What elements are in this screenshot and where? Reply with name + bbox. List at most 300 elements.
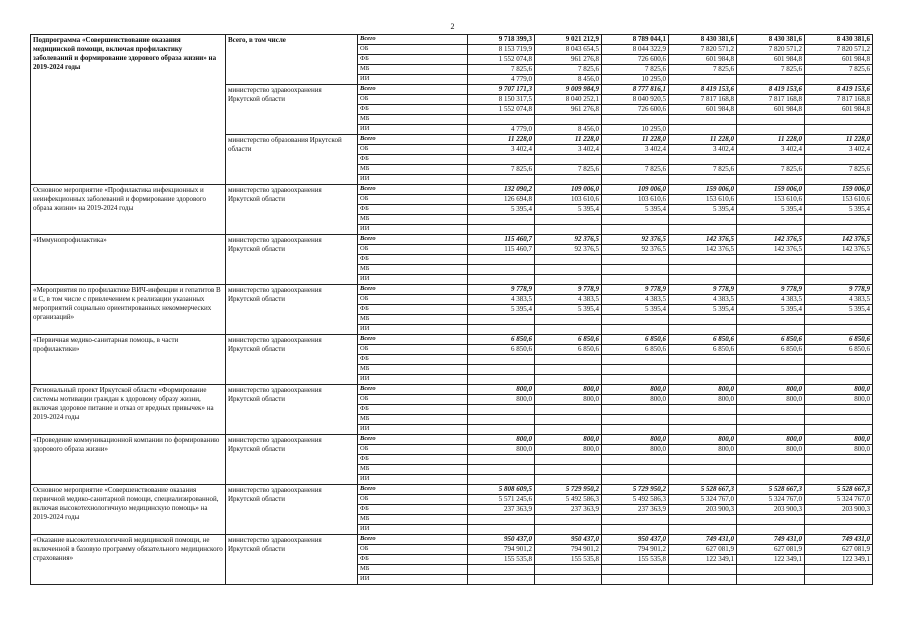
amount-cell [602, 275, 669, 285]
amount-cell: 7 825,6 [805, 65, 873, 75]
amount-cell: 800,0 [737, 445, 805, 455]
executor-cell: министерство здравоохранения Иркутской области [226, 385, 358, 435]
amount-cell: 159 006,0 [737, 185, 805, 195]
amount-cell: 142 376,5 [805, 235, 873, 245]
amount-cell [602, 475, 669, 485]
amount-cell [737, 415, 805, 425]
amount-cell: 601 984,8 [737, 105, 805, 115]
amount-cell: 8 419 153,6 [737, 85, 805, 95]
amount-cell: 800,0 [535, 385, 602, 395]
amount-cell [468, 525, 535, 535]
amount-cell [602, 115, 669, 125]
amount-cell [468, 415, 535, 425]
funding-source-cell: ОБ [358, 245, 468, 255]
amount-cell: 800,0 [669, 435, 737, 445]
amount-cell [737, 75, 805, 85]
table-row [31, 335, 873, 345]
amount-cell [669, 265, 737, 275]
amount-cell: 4 383,5 [805, 295, 873, 305]
funding-source-cell: ИИ [358, 475, 468, 485]
amount-cell: 92 376,5 [602, 235, 669, 245]
executor-cell: министерство здравоохранения Иркутской области [226, 485, 358, 535]
amount-cell: 6 850,6 [669, 345, 737, 355]
amount-cell: 11 228,0 [669, 135, 737, 145]
amount-cell [468, 225, 535, 235]
funding-source-cell: Всего [358, 335, 468, 345]
amount-cell [535, 175, 602, 185]
amount-cell [737, 125, 805, 135]
amount-cell: 9 778,9 [737, 285, 805, 295]
amount-cell [535, 275, 602, 285]
amount-cell [535, 575, 602, 585]
amount-cell: 5 492 586,3 [602, 495, 669, 505]
amount-cell: 7 825,6 [737, 165, 805, 175]
amount-cell: 800,0 [602, 385, 669, 395]
amount-cell [602, 255, 669, 265]
program-name-cell: «Первичная медико-санитарная помощь, в части профилактики» [31, 335, 226, 385]
amount-cell: 4 383,5 [468, 295, 535, 305]
amount-cell [468, 375, 535, 385]
amount-cell: 11 228,0 [737, 135, 805, 145]
amount-cell [535, 565, 602, 575]
amount-cell: 800,0 [669, 395, 737, 405]
amount-cell [737, 255, 805, 265]
amount-cell: 800,0 [669, 445, 737, 455]
amount-cell: 9 021 212,9 [535, 35, 602, 45]
amount-cell: 92 376,5 [535, 245, 602, 255]
amount-cell: 5 528 667,3 [805, 485, 873, 495]
funding-source-cell: ФБ [358, 55, 468, 65]
amount-cell: 6 850,6 [669, 335, 737, 345]
amount-cell: 109 006,0 [602, 185, 669, 195]
amount-cell [468, 325, 535, 335]
amount-cell: 9 778,9 [602, 285, 669, 295]
amount-cell: 4 383,5 [602, 295, 669, 305]
funding-source-cell: Всего [358, 385, 468, 395]
amount-cell: 5 324 767,0 [737, 495, 805, 505]
amount-cell [669, 525, 737, 535]
amount-cell [737, 275, 805, 285]
amount-cell [669, 155, 737, 165]
amount-cell: 800,0 [535, 445, 602, 455]
amount-cell: 11 228,0 [602, 135, 669, 145]
amount-cell [602, 465, 669, 475]
funding-source-cell: Всего [358, 85, 468, 95]
amount-cell [535, 515, 602, 525]
funding-source-cell: ФБ [358, 555, 468, 565]
amount-cell [535, 315, 602, 325]
amount-cell [468, 515, 535, 525]
amount-cell [602, 175, 669, 185]
amount-cell: 109 006,0 [535, 185, 602, 195]
amount-cell: 1 552 074,8 [468, 55, 535, 65]
funding-source-cell: Всего [358, 135, 468, 145]
amount-cell [468, 265, 535, 275]
amount-cell: 601 984,8 [805, 55, 873, 65]
funding-source-cell: ИИ [358, 125, 468, 135]
amount-cell [535, 225, 602, 235]
amount-cell: 9 778,9 [805, 285, 873, 295]
amount-cell [602, 325, 669, 335]
amount-cell: 11 228,0 [535, 135, 602, 145]
amount-cell: 3 402,4 [669, 145, 737, 155]
table-row [31, 285, 873, 295]
amount-cell: 6 850,6 [535, 335, 602, 345]
amount-cell: 7 825,6 [468, 65, 535, 75]
amount-cell: 8 456,0 [535, 125, 602, 135]
amount-cell [805, 415, 873, 425]
amount-cell [602, 565, 669, 575]
amount-cell: 7 825,6 [468, 165, 535, 175]
amount-cell [805, 565, 873, 575]
amount-cell [805, 425, 873, 435]
funding-source-cell: МБ [358, 115, 468, 125]
amount-cell: 9 778,9 [535, 285, 602, 295]
amount-cell: 800,0 [468, 445, 535, 455]
amount-cell [535, 375, 602, 385]
amount-cell: 7 825,6 [602, 65, 669, 75]
amount-cell: 800,0 [805, 445, 873, 455]
amount-cell: 601 984,8 [737, 55, 805, 65]
amount-cell: 7 825,6 [535, 65, 602, 75]
amount-cell: 627 081,9 [669, 545, 737, 555]
funding-source-cell: МБ [358, 65, 468, 75]
amount-cell: 5 528 667,3 [737, 485, 805, 495]
amount-cell: 5 395,4 [669, 305, 737, 315]
funding-source-cell: ФБ [358, 155, 468, 165]
amount-cell: 9 009 984,9 [535, 85, 602, 95]
amount-cell: 794 901,2 [468, 545, 535, 555]
amount-cell: 8 040 920,5 [602, 95, 669, 105]
amount-cell [737, 475, 805, 485]
amount-cell: 800,0 [737, 385, 805, 395]
amount-cell [669, 515, 737, 525]
funding-source-cell: ИИ [358, 425, 468, 435]
amount-cell [805, 175, 873, 185]
amount-cell: 749 431,0 [669, 535, 737, 545]
amount-cell [468, 215, 535, 225]
amount-cell: 5 528 667,3 [669, 485, 737, 495]
amount-cell: 103 610,6 [535, 195, 602, 205]
amount-cell [535, 405, 602, 415]
amount-cell [602, 425, 669, 435]
amount-cell: 9 707 171,3 [468, 85, 535, 95]
amount-cell [468, 565, 535, 575]
amount-cell: 142 376,5 [669, 235, 737, 245]
amount-cell: 749 431,0 [805, 535, 873, 545]
funding-source-cell: ОБ [358, 345, 468, 355]
amount-cell: 961 276,8 [535, 55, 602, 65]
amount-cell: 7 820 571,2 [737, 45, 805, 55]
amount-cell: 159 006,0 [669, 185, 737, 195]
funding-source-cell: Всего [358, 435, 468, 445]
amount-cell [669, 425, 737, 435]
amount-cell [602, 215, 669, 225]
funding-source-cell: МБ [358, 515, 468, 525]
executor-cell: министерство здравоохранения Иркутской области [226, 235, 358, 285]
amount-cell [669, 215, 737, 225]
amount-cell: 800,0 [737, 395, 805, 405]
program-name-cell: «Мероприятия по профилактике ВИЧ-инфекции и гепатитов В и С, в том числе с привлечением к реализации указанных мероприятий социально ориентированных некоммерческих организаций» [31, 285, 226, 335]
executor-cell: министерство здравоохранения Иркутской области [226, 85, 358, 135]
table-row [31, 35, 873, 45]
funding-source-cell: МБ [358, 415, 468, 425]
amount-cell [737, 405, 805, 415]
funding-source-cell: МБ [358, 165, 468, 175]
amount-cell: 10 295,0 [602, 75, 669, 85]
amount-cell [669, 175, 737, 185]
amount-cell [468, 365, 535, 375]
funding-source-cell: ФБ [358, 405, 468, 415]
program-name-cell: Региональный проект Иркутской области «Формирование системы мотивации граждан к здоровому образу жизни, включая здоровое питание и отказ от вредных привычек» на 2019-2024 годы [31, 385, 226, 435]
amount-cell [805, 275, 873, 285]
amount-cell [535, 325, 602, 335]
amount-cell: 203 900,3 [669, 505, 737, 515]
amount-cell [535, 365, 602, 375]
amount-cell: 4 383,5 [737, 295, 805, 305]
amount-cell: 6 850,6 [737, 335, 805, 345]
amount-cell [737, 175, 805, 185]
amount-cell: 8 043 654,5 [535, 45, 602, 55]
amount-cell: 142 376,5 [737, 235, 805, 245]
amount-cell [669, 325, 737, 335]
amount-cell [468, 575, 535, 585]
amount-cell [737, 325, 805, 335]
amount-cell: 8 040 252,1 [535, 95, 602, 105]
amount-cell [602, 415, 669, 425]
amount-cell: 92 376,5 [602, 245, 669, 255]
funding-source-cell: ОБ [358, 45, 468, 55]
amount-cell: 153 610,6 [805, 195, 873, 205]
amount-cell: 5 395,4 [535, 305, 602, 315]
amount-cell [669, 125, 737, 135]
amount-cell [805, 575, 873, 585]
table-row [31, 385, 873, 395]
amount-cell: 800,0 [535, 395, 602, 405]
amount-cell: 4 383,5 [535, 295, 602, 305]
amount-cell: 7 825,6 [669, 165, 737, 175]
funding-source-cell: Всего [358, 35, 468, 45]
amount-cell: 726 600,6 [602, 105, 669, 115]
amount-cell: 601 984,8 [669, 55, 737, 65]
amount-cell [468, 275, 535, 285]
amount-cell [737, 465, 805, 475]
amount-cell [602, 365, 669, 375]
amount-cell [669, 375, 737, 385]
program-name-cell: Основное мероприятие «Совершенствование оказания первичной медико-санитарной помощи, специализированной, включая высокотехнологичную медицинскую помощь» на 2019-2024 годы [31, 485, 226, 535]
amount-cell [468, 315, 535, 325]
amount-cell: 203 900,3 [737, 505, 805, 515]
amount-cell: 8 419 153,6 [805, 85, 873, 95]
amount-cell [602, 405, 669, 415]
amount-cell: 155 535,8 [602, 555, 669, 565]
funding-source-cell: МБ [358, 265, 468, 275]
amount-cell: 800,0 [602, 395, 669, 405]
program-name-cell: Подпрограмма «Совершенствование оказания медицинской помощи, включая профилактику заболеваний и формирование здорового образа жизни» на 2019-2024 годы [31, 35, 226, 185]
amount-cell: 8 153 719,9 [468, 45, 535, 55]
amount-cell: 142 376,5 [805, 245, 873, 255]
amount-cell [535, 455, 602, 465]
funding-source-cell: МБ [358, 465, 468, 475]
amount-cell [669, 315, 737, 325]
amount-cell [669, 465, 737, 475]
amount-cell [669, 405, 737, 415]
amount-cell: 6 850,6 [468, 345, 535, 355]
amount-cell: 4 779,0 [468, 75, 535, 85]
amount-cell: 8 456,0 [535, 75, 602, 85]
funding-source-cell: ФБ [358, 505, 468, 515]
amount-cell [669, 355, 737, 365]
amount-cell [737, 375, 805, 385]
amount-cell [805, 375, 873, 385]
amount-cell [669, 225, 737, 235]
funding-source-cell: Всего [358, 285, 468, 295]
funding-source-cell: МБ [358, 565, 468, 575]
amount-cell [468, 175, 535, 185]
amount-cell: 3 402,4 [535, 145, 602, 155]
amount-cell: 8 419 153,6 [669, 85, 737, 95]
amount-cell [805, 265, 873, 275]
amount-cell: 126 694,8 [468, 195, 535, 205]
amount-cell: 9 778,9 [468, 285, 535, 295]
amount-cell: 6 850,6 [805, 335, 873, 345]
amount-cell [535, 215, 602, 225]
amount-cell [805, 515, 873, 525]
amount-cell: 92 376,5 [535, 235, 602, 245]
amount-cell: 5 395,4 [602, 305, 669, 315]
amount-cell [468, 465, 535, 475]
amount-cell: 800,0 [805, 385, 873, 395]
amount-cell [602, 355, 669, 365]
amount-cell: 800,0 [535, 435, 602, 445]
amount-cell: 237 363,9 [468, 505, 535, 515]
funding-source-cell: ОБ [358, 495, 468, 505]
amount-cell [535, 355, 602, 365]
amount-cell: 7 817 168,8 [669, 95, 737, 105]
amount-cell [535, 255, 602, 265]
funding-source-cell: МБ [358, 315, 468, 325]
amount-cell [805, 405, 873, 415]
amount-cell: 8 777 816,1 [602, 85, 669, 95]
amount-cell [805, 465, 873, 475]
amount-cell [805, 115, 873, 125]
table-row [31, 235, 873, 245]
amount-cell: 5 395,4 [805, 305, 873, 315]
table-row [31, 185, 873, 195]
amount-cell [737, 115, 805, 125]
amount-cell [669, 75, 737, 85]
amount-cell: 6 850,6 [535, 345, 602, 355]
amount-cell [602, 575, 669, 585]
amount-cell: 5 395,4 [669, 205, 737, 215]
amount-cell: 6 850,6 [468, 335, 535, 345]
amount-cell [535, 425, 602, 435]
amount-cell: 601 984,8 [669, 105, 737, 115]
amount-cell: 159 006,0 [805, 185, 873, 195]
amount-cell [805, 225, 873, 235]
amount-cell: 8 430 381,6 [805, 35, 873, 45]
amount-cell: 800,0 [669, 385, 737, 395]
amount-cell: 5 395,4 [535, 205, 602, 215]
amount-cell [805, 75, 873, 85]
amount-cell: 800,0 [468, 385, 535, 395]
amount-cell: 8 789 044,1 [602, 35, 669, 45]
amount-cell: 5 729 950,2 [535, 485, 602, 495]
amount-cell [602, 455, 669, 465]
amount-cell: 5 729 950,2 [602, 485, 669, 495]
amount-cell [805, 315, 873, 325]
amount-cell: 8 150 317,5 [468, 95, 535, 105]
amount-cell: 800,0 [805, 435, 873, 445]
amount-cell [737, 575, 805, 585]
amount-cell: 800,0 [602, 445, 669, 455]
executor-cell: министерство здравоохранения Иркутской области [226, 535, 358, 585]
funding-source-cell: ИИ [358, 175, 468, 185]
amount-cell: 6 850,6 [602, 345, 669, 355]
funding-source-cell: ФБ [358, 105, 468, 115]
amount-cell: 11 228,0 [468, 135, 535, 145]
funding-source-cell: МБ [358, 365, 468, 375]
amount-cell [602, 525, 669, 535]
table-row [31, 435, 873, 445]
amount-cell [669, 475, 737, 485]
executor-cell: министерство образования Иркутской области [226, 135, 358, 185]
amount-cell: 8 044 322,9 [602, 45, 669, 55]
amount-cell: 6 850,6 [805, 345, 873, 355]
amount-cell [805, 155, 873, 165]
amount-cell [737, 365, 805, 375]
amount-cell [737, 225, 805, 235]
funding-source-cell: ОБ [358, 195, 468, 205]
amount-cell: 1 552 074,8 [468, 105, 535, 115]
amount-cell: 794 901,2 [602, 545, 669, 555]
amount-cell [602, 225, 669, 235]
budget-table [30, 34, 873, 585]
amount-cell: 950 437,0 [468, 535, 535, 545]
amount-cell [805, 455, 873, 465]
amount-cell: 7 820 571,2 [669, 45, 737, 55]
amount-cell: 132 090,2 [468, 185, 535, 195]
amount-cell [535, 415, 602, 425]
amount-cell: 122 349,1 [805, 555, 873, 565]
funding-source-cell: ФБ [358, 255, 468, 265]
amount-cell: 9 718 399,3 [468, 35, 535, 45]
amount-cell: 5 395,4 [468, 205, 535, 215]
amount-cell [535, 465, 602, 475]
amount-cell [805, 525, 873, 535]
funding-source-cell: МБ [358, 215, 468, 225]
amount-cell: 800,0 [468, 435, 535, 445]
amount-cell [669, 275, 737, 285]
amount-cell: 6 850,6 [602, 335, 669, 345]
program-name-cell: Основное мероприятие «Профилактика инфекционных и неинфекционных заболеваний и формирование здорового образа жизни» на 2019-2024 годы [31, 185, 226, 235]
amount-cell [805, 355, 873, 365]
amount-cell [737, 315, 805, 325]
amount-cell: 5 571 245,6 [468, 495, 535, 505]
executor-cell: министерство здравоохранения Иркутской области [226, 185, 358, 235]
amount-cell: 627 081,9 [805, 545, 873, 555]
amount-cell: 8 430 381,6 [737, 35, 805, 45]
amount-cell [468, 405, 535, 415]
amount-cell [468, 115, 535, 125]
funding-source-cell: ИИ [358, 375, 468, 385]
amount-cell [535, 525, 602, 535]
amount-cell: 5 324 767,0 [669, 495, 737, 505]
amount-cell: 3 402,4 [602, 145, 669, 155]
program-name-cell: «Оказание высокотехнологичной медицинской помощи, не включенной в базовую программу обязательного медицинского страхования» [31, 535, 226, 585]
amount-cell: 122 349,1 [737, 555, 805, 565]
amount-cell [669, 115, 737, 125]
